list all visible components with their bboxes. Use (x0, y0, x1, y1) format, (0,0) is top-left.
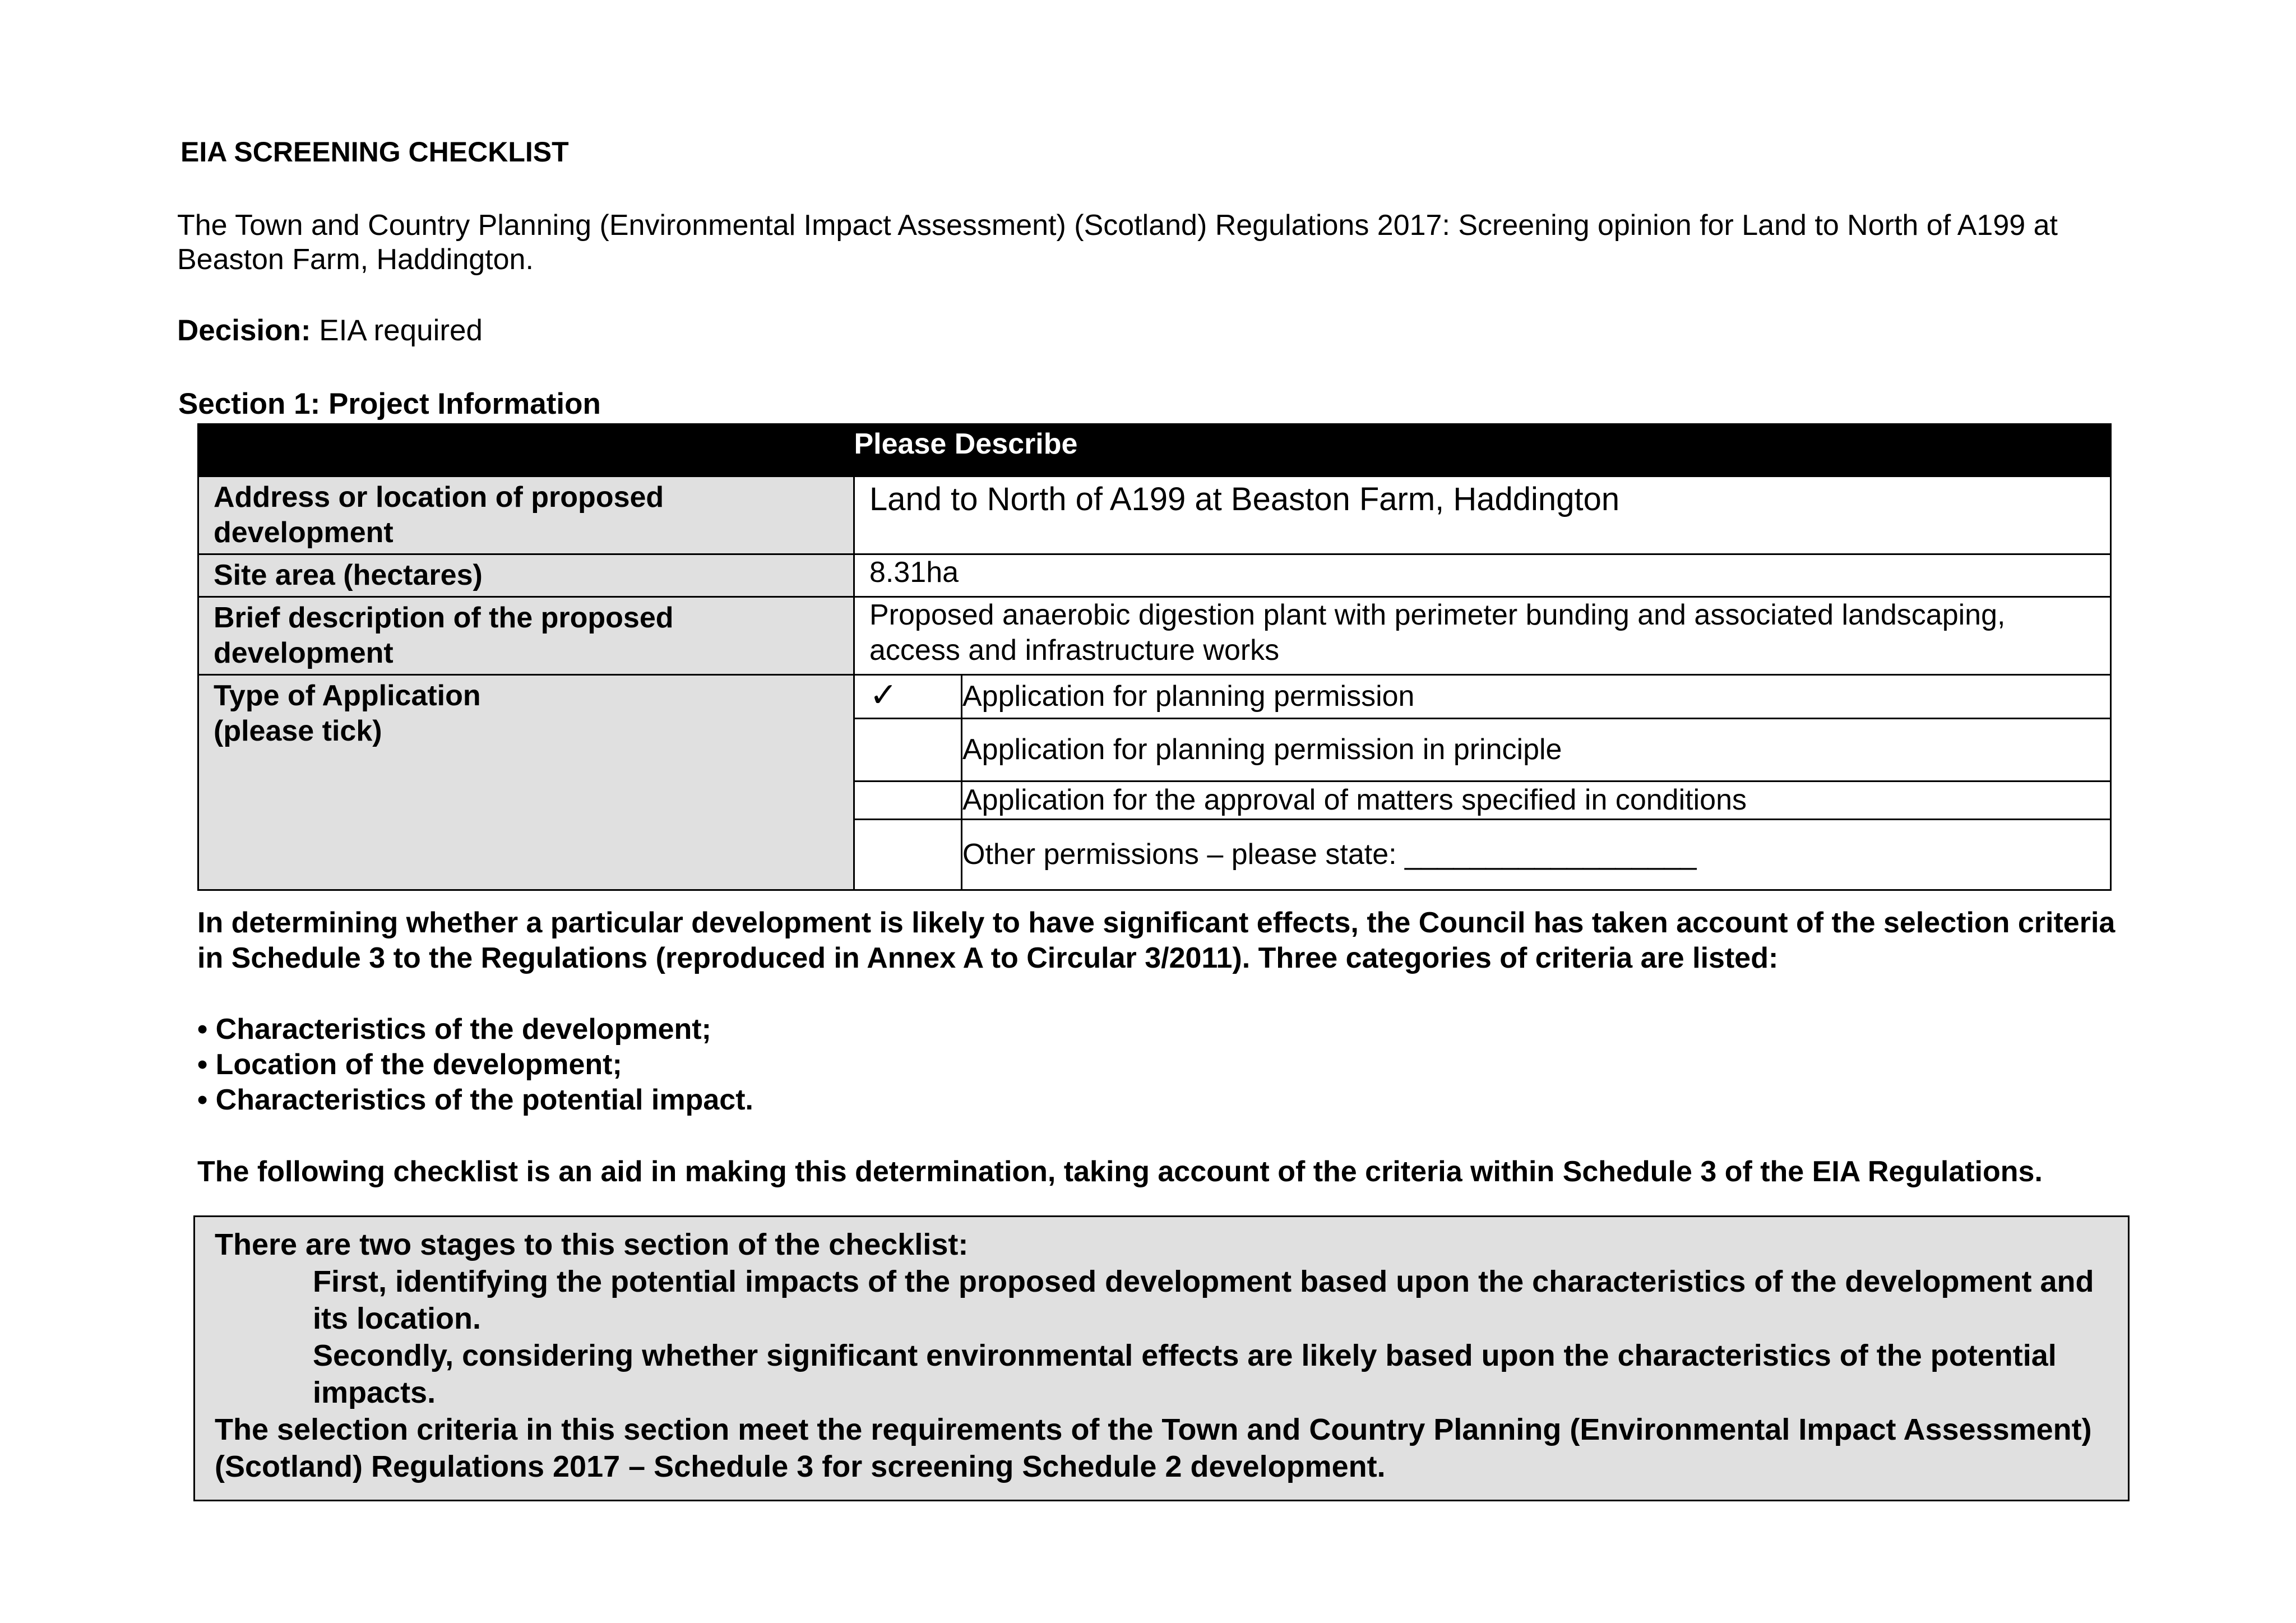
application-type-cell (198, 675, 854, 890)
stages-box (193, 1215, 2130, 1501)
application-type-label: Type of Application (214, 679, 481, 712)
stages-closing: The selection criteria in this section meet the requirements of the Town and Country Planning (Environmental Impact Assessment) (Scotland) Regulations 2017 – Schedule 3 for screening Schedule 2 development. (215, 1413, 2092, 1483)
decision-value: EIA required (311, 314, 483, 347)
site-area-label: Site area (hectares) (198, 554, 854, 597)
tick-box[interactable]: ✓ (854, 675, 962, 719)
tick-box[interactable] (854, 719, 962, 782)
address-value: Land to North of A199 at Beaston Farm, Haddington (854, 477, 2111, 554)
table-row (198, 597, 2111, 675)
list-item: • Location of the development; (197, 1048, 622, 1081)
section-heading: Section 1: Project Information (178, 387, 601, 420)
stage-first: First, identifying the potential impacts of the proposed development based upon the characteristics of the development and its location. (313, 1265, 2094, 1335)
stage-second: Secondly, considering whether significant environmental effects are likely based upon the characteristics of the potential impacts. (313, 1339, 2057, 1409)
criteria-intro: In determining whether a particular development is likely to have significant effects, the Council has taken account of the selection criteria in Schedule 3 to the Regulations (reproduced in Annex A to Circular 3/2011). Three categories of criteria are listed: (197, 907, 2116, 974)
list-item: • Characteristics of the development; (197, 1013, 711, 1046)
address-label: Address or location of proposed development (198, 477, 854, 554)
table-header: Please Describe (854, 428, 1078, 460)
intro-paragraph: The Town and Country Planning (Environmental Impact Assessment) (Scotland) Regulations 2017: Screening opinion for Land to North of A199 at Beaston Farm, Haddington. (177, 209, 2058, 276)
option-label: Application for the approval of matters specified in conditions (962, 782, 2111, 820)
option-label: Other permissions – please state: __________________ (962, 820, 2111, 890)
table-row (198, 477, 2111, 554)
description-value: Proposed anaerobic digestion plant with perimeter bunding and associated landscaping, access and infrastructure works (854, 597, 2111, 675)
list-item: • Characteristics of the potential impact. (197, 1084, 753, 1116)
decision-label: Decision: (177, 314, 311, 347)
option-label: Application for planning permission in principle (962, 719, 2111, 782)
criteria-list (197, 1012, 753, 1118)
decision-line (177, 313, 483, 348)
document-title: EIA SCREENING CHECKLIST (180, 136, 569, 168)
aid-paragraph: The following checklist is an aid in making this determination, taking account of the criteria within Schedule 3 of the EIA Regulations. (197, 1155, 2043, 1188)
table-header-row (198, 424, 2111, 477)
description-label: Brief description of the proposed development (198, 597, 854, 675)
tick-box[interactable] (854, 820, 962, 890)
tick-box[interactable] (854, 782, 962, 820)
option-label: Application for planning permission (962, 675, 2111, 719)
application-type-hint: (please tick) (214, 715, 382, 747)
project-information-table (197, 423, 2112, 891)
table-row (198, 675, 2111, 719)
site-area-value: 8.31ha (854, 554, 2111, 597)
stages-heading: There are two stages to this section of the checklist: (215, 1228, 969, 1261)
table-row (198, 554, 2111, 597)
